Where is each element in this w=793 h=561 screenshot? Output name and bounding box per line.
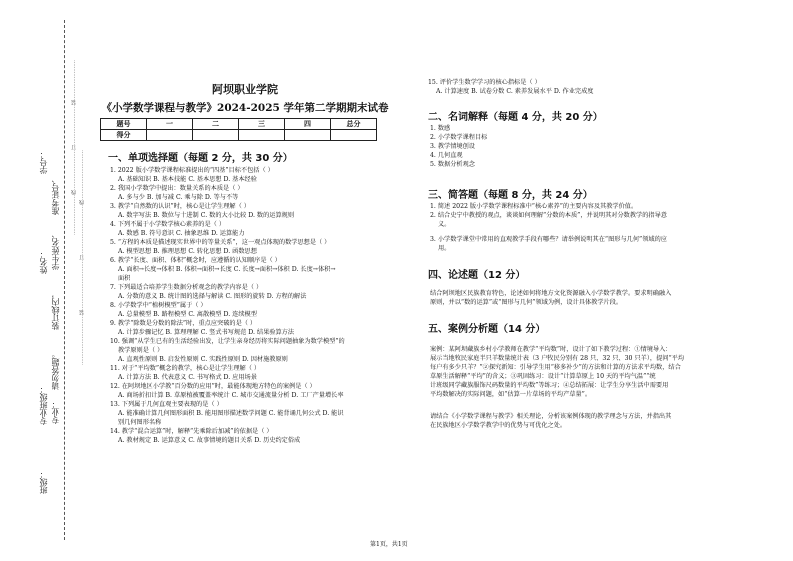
question-4: 4. 下列不属于小学数学核心素养的是（ ） <box>110 221 226 228</box>
case-line-6: 平均数解决的实际问题，如“估算一片草场的平均产草量”。 <box>430 391 592 398</box>
short-answer-3-cont: 用。 <box>438 245 451 252</box>
question-14-options: A. 教材规定 B. 运算意义 C. 故事情境的题目关系 D. 历史约定俗成 <box>118 437 301 444</box>
binding-field-outer: 班级： <box>39 470 48 494</box>
term-3: 3. 教学情境创设 <box>430 143 475 150</box>
binding-field-inner: 专业： <box>51 400 60 424</box>
question-12-options: A. 商场折扣计算 B. 草原植被覆盖率统计 C. 城市交通流量分析 D. 工厂产量增长率 <box>118 392 344 399</box>
binding-field-class: 专业班级： <box>39 385 48 425</box>
binding-dashed-line <box>64 20 65 540</box>
binding-warning-2: 学生姓名、 <box>51 230 60 270</box>
question-12: 12. 在阿坝地区小学教“百分数的应用”时，最能体现地方特色的案例是（ ） <box>110 383 316 390</box>
question-15-options: A. 计算速度 B. 试卷分数 C. 素养发展水平 D. 作业完成度 <box>436 88 594 95</box>
case-line-3: 每户有多少只羊？”②探究新知：引导学生用“移多补少”的方法和计算的方法求平均数，结合 <box>430 364 681 371</box>
question-8-options: A. 总量模型 B. 路程模型 C. 离散模型 D. 连续模型 <box>118 311 257 318</box>
question-3: 3. 教学“自然数的认识”时，核心是让学生理解（ ） <box>110 203 250 210</box>
question-6-options-cont: 面积 <box>118 275 131 282</box>
question-13-options: A. 能准确计算几何图形面积 B. 能用图形描述数学问题 C. 能背诵几何公式 D. 能识 <box>118 410 344 417</box>
school-name: 阿坝职业学院 <box>212 83 278 96</box>
essay-line-2: 原则，并以“数的运算”或“图形与几何”领域为例，设计具体教学片段。 <box>430 299 623 306</box>
score-cell <box>147 130 193 141</box>
score-cell <box>331 130 377 141</box>
section-4-title: 四、论述题（12 分） <box>428 270 526 281</box>
score-cell <box>239 130 285 141</box>
case-line-4: 草原生活解释“平均”的含义；③巩固练习：设计“计算草原上 10 天的平均气温”“统 <box>430 373 656 380</box>
score-cell: 题号 <box>101 119 147 130</box>
score-cell: 总分 <box>331 119 377 130</box>
binding-warning-4: 请勿答题。 <box>51 350 60 390</box>
binding-field-name: 姓名： <box>39 250 48 274</box>
page-footer: 第1页，共1页 <box>370 541 408 548</box>
binding-line-note-2: …………………………装…………………………订…………………………线………………………… <box>79 150 85 365</box>
question-2: 2. 我国小学数学中提出：数量关系的本质是（ ） <box>110 185 244 192</box>
section-1-title: 一、单项选择题（每题 2 分，共 30 分） <box>108 153 293 164</box>
section-2-title: 二、名词解释（每题 4 分，共 20 分） <box>428 112 603 123</box>
short-answer-3: 3. 小学数学课堂中常用的直观教学手段有哪些？请举例说明其在“图形与几何”领域的应 <box>430 236 667 243</box>
score-cell: 一 <box>147 119 193 130</box>
term-2: 2. 小学数学课程目标 <box>430 134 488 141</box>
term-4: 4. 几何直观 <box>430 152 463 159</box>
score-cell <box>193 130 239 141</box>
question-14: 14. 教学“混合运算”时，解释“先乘除后加减”的依据是（ ） <box>110 428 273 435</box>
binding-warning-1: 准考证号、 <box>51 175 60 215</box>
question-1: 1. 2022 版小学数学课程标准提出的“四基”目标不包括（ ） <box>110 167 274 174</box>
binding-line-note-1: ……………………线……………………订……………………装…………………… <box>71 60 77 235</box>
score-table-header-row <box>101 119 377 130</box>
question-1-options: A. 基础知识 B. 基本技能 C. 基本思想 D. 基本经验 <box>118 176 257 183</box>
question-10: 10. 强调“从学生已有的生活经验出发，让学生亲身经历将实际问题抽象为数学模型”的 <box>110 338 345 345</box>
score-cell: 得分 <box>101 130 147 141</box>
question-11-options: A. 计算方法 B. 代表意义 C. 书写格式 D. 应用场景 <box>118 374 257 381</box>
question-4-options: A. 数感 B. 符号意识 C. 抽象思维 D. 运算能力 <box>118 230 245 237</box>
question-9: 9. 教学“除数是分数的除法”时，重点应突破的是（ ） <box>110 320 257 327</box>
question-11: 11. 对于“平均数”概念的教学，核心是让学生理解（ ） <box>110 365 261 372</box>
section-5-title: 五、案例分析题（14 分） <box>428 324 546 335</box>
question-7: 7. 下列最适合培养学生数据分析观念的教学内容是（ ） <box>110 284 263 291</box>
question-13-options-cont: 别几何图形名称 <box>118 419 162 426</box>
score-cell: 三 <box>239 119 285 130</box>
question-2-options: A. 多与少 B. 加与减 C. 乘与除 D. 等与不等 <box>118 194 239 201</box>
question-10-stem-cont: 教学原则是（ ） <box>118 347 164 354</box>
case-line-5: 计班级同学藏族服饰尺码数量的平均数”等练习；④总结拓展：让学生分享生活中需要用 <box>430 382 669 389</box>
question-15: 15. 评价学生数学学习的核心指标是（ ） <box>428 79 541 86</box>
score-cell <box>285 130 331 141</box>
question-9-options: A. 计算步骤记忆 B. 算理理解 C. 竖式书写规范 D. 结果验算方法 <box>118 329 295 336</box>
question-6: 6. 教学“长度、面积、体积”概念时，应遵循的认知顺序是（ ） <box>110 257 281 264</box>
exam-title: 《小学数学课程与教学》2024-2025 学年第二学期期末试卷 <box>101 102 389 114</box>
case-line-1: 案例：某阿坝藏族乡村小学教师在教学“平均数”时，设计了如下教学过程：①情境导入： <box>430 346 672 353</box>
question-6-options: A. 面积→长度→体积 B. 体积→面积→长度 C. 长度→面积→体积 D. 长度→体积→ <box>118 266 336 273</box>
case-question-line-1: 请结合《小学数学课程与教学》相关理论，分析该案例体现的教学理念与方法，并指出其 <box>430 413 672 420</box>
question-3-options: A. 数字写法 B. 数位与十进制 C. 数的大小比较 D. 数的运算规则 <box>118 212 295 219</box>
question-5: 5. “方程的本质是描述现实世界中的等量关系”，这一观点体现的数学思想是（ ） <box>110 239 331 246</box>
essay-line-1: 结合阿坝地区民族教育特色，论述如何将地方文化资源融入小学数学教学。要求明确融入 <box>430 290 672 297</box>
score-table-score-row <box>101 130 377 141</box>
question-8: 8. 小学数学中“植树模型”属于（ ） <box>110 302 207 309</box>
binding-warning-3: 装订线内， <box>51 290 60 330</box>
question-13: 13. 下列属于几何直观主要表现的是（ ） <box>110 401 223 408</box>
score-cell: 二 <box>193 119 239 130</box>
short-answer-2: 2. 结合史宁中教授的观点，谈谈如何理解“分数的本质”，并说明其对分数教学的指导意 <box>430 212 667 219</box>
question-7-options: A. 分数的意义 B. 统计图的选择与解读 C. 图形的旋转 D. 方程的解法 <box>118 293 307 300</box>
case-line-2: 展示当地牧民家庭半只羊数量统计表（3 户牧民分别有 28 只、32 只、30 只羊），提问“平均 <box>430 355 685 362</box>
question-10-options: A. 直观性原则 B. 启发性原则 C. 实践性原则 D. 因材施教原则 <box>118 356 288 363</box>
binding-field-student-id: 学号： <box>39 150 48 174</box>
score-cell: 四 <box>285 119 331 130</box>
short-answer-2-cont: 义。 <box>438 221 451 228</box>
term-5: 5. 数据分析观念 <box>430 161 475 168</box>
term-1: 1. 数感 <box>430 125 451 132</box>
case-question-line-2: 在民族地区小学数学教学中的优势与可优化之处。 <box>430 422 567 429</box>
question-5-options: A. 模型思想 B. 推理思想 C. 转化思想 D. 函数思想 <box>118 248 257 255</box>
score-table <box>100 118 377 141</box>
section-3-title: 三、简答题（每题 8 分，共 24 分） <box>428 190 593 201</box>
short-answer-1: 1. 简述 2022 版小学数学课程标准中“核心素养”的主要内容及其教学价值。 <box>430 203 638 210</box>
